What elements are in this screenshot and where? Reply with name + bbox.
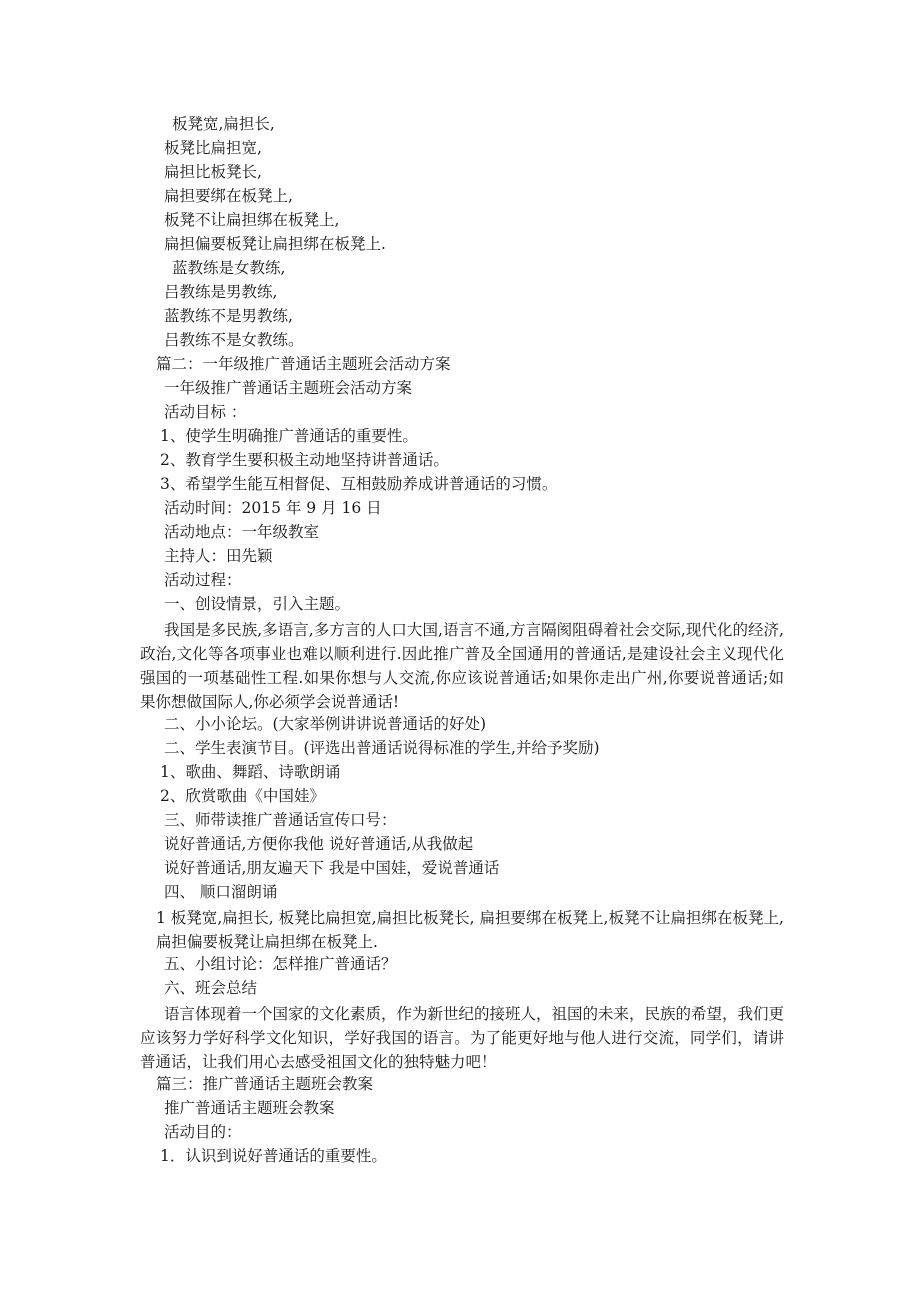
text-line: 蓝教练不是男教练, xyxy=(164,307,293,325)
paragraph xyxy=(156,906,784,954)
text-line: 三、师带读推广普通话宣传口号： xyxy=(164,811,397,829)
text-line: 活动目标 ： xyxy=(164,403,247,421)
text-line: 四、 顺口溜朗诵 xyxy=(164,883,278,901)
text-line: 板凳不让扁担绑在板凳上, xyxy=(164,211,340,229)
text-line: 板凳比扁担宽, xyxy=(164,139,262,157)
text-line: 一、创设情景，引入主题。 xyxy=(164,595,351,613)
text-line: 主持人：田先颖 xyxy=(164,547,273,565)
text-line: 吕教练不是女教练。 xyxy=(164,331,304,349)
slogan-line: 说好普通话,方便你我他 说好普通话,从我做起 xyxy=(164,835,474,853)
text-line: 活动目的： xyxy=(164,1123,242,1141)
text-line: 五、小组讨论：怎样推广普通话？ xyxy=(164,955,397,973)
text-line: 扁担比板凳长, xyxy=(164,163,262,181)
text-line: 活动地点：一年级教室 xyxy=(164,523,320,541)
slogan-line: 说好普通话,朋友遍天下 我是中国娃，爱说普通话 xyxy=(164,859,500,877)
list-item: 1、歌曲、舞蹈、诗歌朗诵 xyxy=(160,763,341,781)
text-line: 扁担要绑在板凳上, xyxy=(164,187,293,205)
text-line: 二、小小论坛。(大家举例讲讲说普通话的好处) xyxy=(164,715,487,733)
text-line: 活动过程： xyxy=(164,571,242,589)
paragraph-text: 语言体现着一个国家的文化素质，作为新世纪的接班人，祖国的未来，民族的希望，我们更应该努力学好科学文化知识，学好我国的语言。为了能更好地与他人进行交流，同学们，请讲普通话，让我们用心去感受祖国文化的独特魅力吧！ xyxy=(140,1005,785,1071)
section-heading: 篇二：一年级推广普通话主题班会活动方案 xyxy=(156,355,451,373)
doc-title: 一年级推广普通话主题班会活动方案 xyxy=(164,379,413,397)
list-item: 3、希望学生能互相督促、互相鼓励养成讲普通话的习惯。 xyxy=(160,475,558,493)
doc-title: 推广普通话主题班会教案 xyxy=(164,1099,335,1117)
paragraph xyxy=(140,1002,784,1074)
text-line: 六、班会总结 xyxy=(164,979,258,997)
paragraph-text: 1 板凳宽,扁担长, 板凳比扁担宽,扁担比板凳长, 扁担要绑在板凳上,板凳不让扁担绑在板凳上,扁担偏要板凳让扁担绑在板凳上. xyxy=(156,909,784,951)
list-item: 1、使学生明确推广普通话的重要性。 xyxy=(160,427,418,445)
text-line: 二、学生表演节目。(评选出普通话说得标准的学生,并给予奖励) xyxy=(164,739,600,757)
text-line: 扁担偏要板凳让扁担绑在板凳上. xyxy=(164,235,386,253)
section-heading: 篇三：推广普通话主题班会教案 xyxy=(156,1075,374,1093)
text-line: 吕教练是男教练, xyxy=(164,283,278,301)
text-line: 板凳宽,扁担长, xyxy=(172,115,275,133)
text-line: 活动时间：2015 年 9 月 16 日 xyxy=(164,499,382,517)
list-item: 1．认识到说好普通话的重要性。 xyxy=(160,1147,387,1165)
list-item: 2、欣赏歌曲《中国娃》 xyxy=(160,787,325,805)
paragraph-text: 我国是多民族,多语言,多方言的人口大国,语言不通,方言隔阂阻碍着社会交际,现代化的经济,政治,文化等各项事业也难以顺利进行.因此推广普及全国通用的普通话,是建设社会主义现代化强国的一项基础性工程.如果你想与人交流,你应该说普通话;如果你走出广州,你要说普通话;如果你想做国际人,你必须学会说普通话! xyxy=(140,621,784,711)
list-item: 2、教育学生要积极主动地坚持讲普通话。 xyxy=(160,451,449,469)
paragraph xyxy=(140,618,784,714)
text-line: 蓝教练是女教练, xyxy=(172,259,286,277)
